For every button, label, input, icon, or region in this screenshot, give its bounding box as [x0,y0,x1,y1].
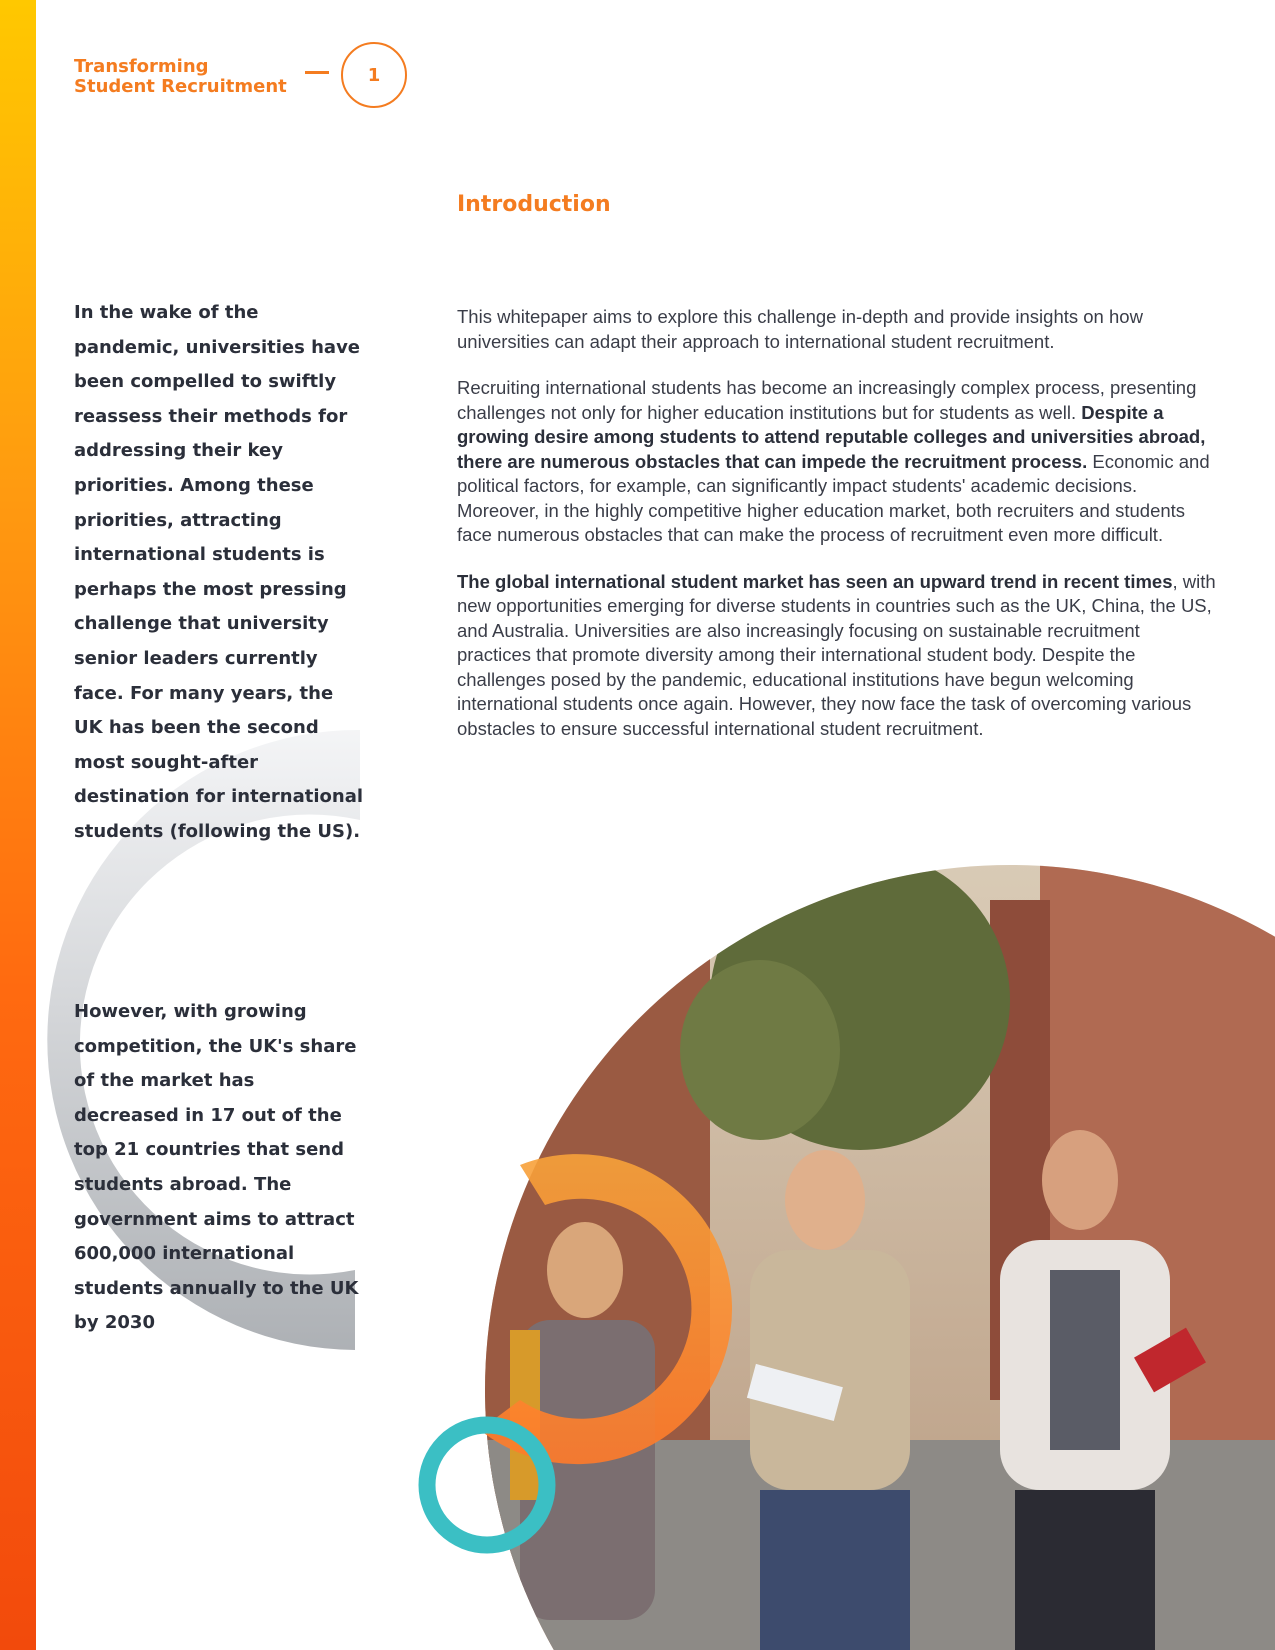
title-dash [305,71,329,74]
body-text [457,305,1217,763]
paragraph-3-end: , with new opportunities emerging for diverse students in countries such as the UK, China, the US, and Australia. Universities are also increasingly focusing on sustainable recruitment practices that promote diversity among their international student body. Despite the challenges posed by the pandemic, educational institutions have begun welcoming international students once again. However, they now face the task of overcoming various obstacles to ensure successful international student recruitment. [457,570,1216,739]
paragraph-2-bold: Despite a growing desire among students to attend reputable colleges and universities abroad, there are numerous obstacles that can impede the recruitment process. [457,401,1206,472]
paragraph-2 [457,376,1217,548]
section-heading: Introduction [457,192,611,217]
title-line-2: Student Recruitment [74,76,287,97]
document-title [74,57,287,97]
paragraph-2-start: Recruiting international students has become an increasingly complex process, presenting challenges not only for higher education institutions but for students as well. [457,377,1197,423]
paragraph-1: This whitepaper aims to explore this challenge in-depth and provide insights on how universities can adapt their approach to international student recruitment. [457,306,1143,352]
title-line-1: Transforming [74,56,209,77]
page-number: 1 [341,42,407,108]
paragraph-3-bold: The global international student market has seen an upward trend in recent times [457,570,1173,592]
paragraph-2-end: Economic and political factors, for example, can significantly impact students' academic decisions. Moreover, in the highly competitive higher education market, both recruiters and students face numerous obstacles that can make the process of recruitment even more difficult. [457,450,1210,545]
pull-quote-2: However, with growing competition, the UK's share of the market has decreased in 17 out of the top 21 countries that send students abroad. The government aims to attract 600,000 international students annually to the UK by 2030 [74,1001,359,1334]
students-photo [480,850,1275,1650]
paragraph-3 [457,570,1217,742]
pull-quote-1: In the wake of the pandemic, universities have been compelled to swiftly reassess their methods for addressing their key priorities. Among these priorities, attracting international students is perhaps the most pressing challenge that university senior leaders currently face. For many years, the UK has been the second most sought-after destination for international students (following the US). [74,302,364,842]
